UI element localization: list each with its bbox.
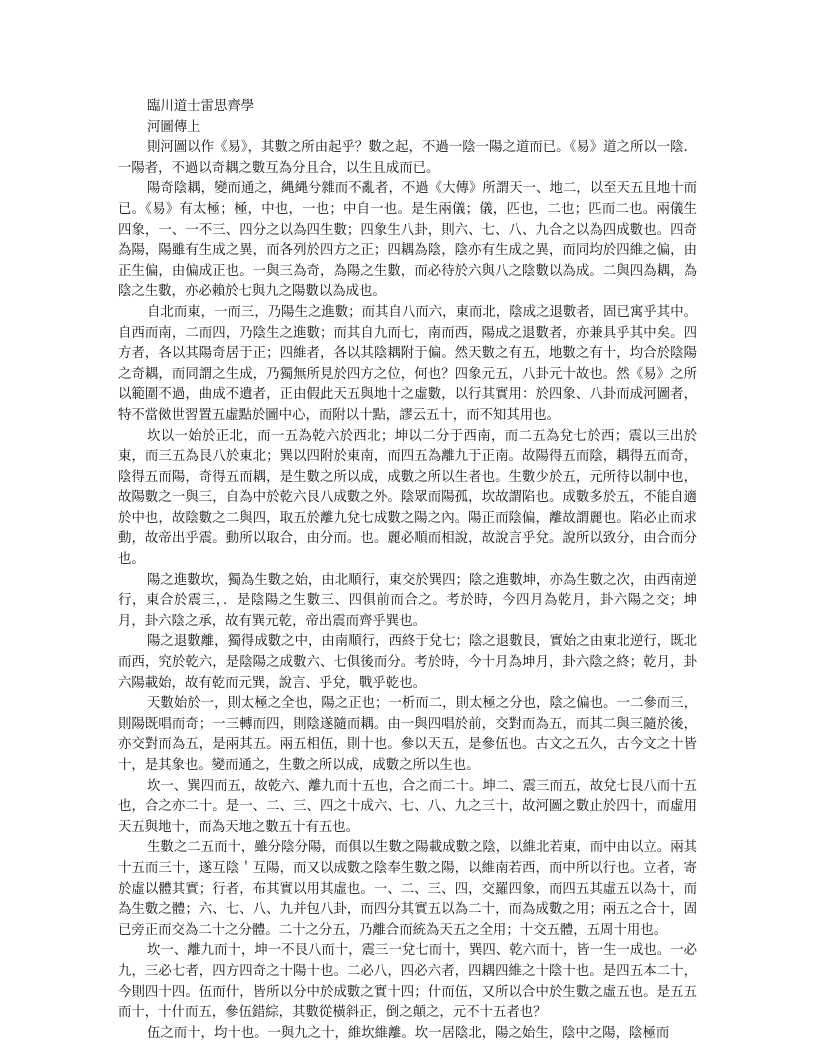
paragraph-4: 坎以一始於正北，而一五為乾六於西北；坤以二分于西南，而二五為兌七於西；震以三出於東，而三五為艮八於東北；巽以四附於東南，而四五為離九于正南。故陽得五而陰，耦得五而奇，陰得五而陽，奇得五而耦，是生數之所以成，成數之所以生者也。生數少於五，元所待以制中也，故陽數之一與三，自為中於乾六艮八成數之外。陰眾而陽孤，坎故謂陷也。成數多於五，不能自適於中也，故陰數之二與四，取五於離九兌七成數之陽之內。陽正而陰偏，離故謂麗也。陷必止而求動，故帝出乎震。動所以取合，由分而。也。麗必順而相說，故說言乎兌。說所以致分，由合而分也。: [118, 428, 697, 568]
author-line: 臨川道士雷思齊學: [147, 99, 255, 114]
paragraph-10: 坎一、離九而十，坤一不艮八而十，震三一兌七而十，巽四、乾六而十，皆一生一成也。一必九，三必七者，四方四奇之十陽十也。二必八，四必六者，四耦四維之十陰十也。是四五本二十，今則四十四。伍而什，皆所以分中於成數之實十四；什而伍，又所以合中於生數之虛五也。是五五而十，十什而五，參伍錯綜，其數從橫斜正，倒之顛之，元不十五者也？: [118, 943, 697, 1021]
paragraph-5: 陽之進數坎，獨為生數之始，由北順行，東交於巽四；陰之進數坤，亦為生數之次，由西南逆行，東合於震三，．是陰陽之生數三、四俱前而合之。考於時，今四月為乾月，卦六陽之交；坤月，卦六陰之承，故有巽元乾，帝出震而齊乎巽也。: [118, 572, 697, 629]
section-title: 河圖傳上: [147, 119, 201, 135]
paragraph-9: 生數之二五而十，雖分陰分陽，而俱以生數之陽載成數之陰，以維北若東，而中由以立。兩其十五而三十，遂互陰＇互陽，而又以成數之陰奉生數之陽，以維南若西，而中所以行也。立者，寄於虛以體其實；行者，布其實以用其虛也。一、二、三、四，交羅四象，而四五其虛五以為十，而為生數之體；六、七、八、九并包八卦，而四分其實五以為二十，而為成數之用；兩五之合十，固已旁正而交為二十之分體。二十之分五，乃離合而統為天五之全用；十交五體，五周十用也。: [118, 840, 697, 938]
paragraph-7: 天數始於一，則太極之全也，陽之正也；一析而二，則太極之分也，陰之偏也。一二參而三，則陽既唱而奇；一三轉而四，則陰遂隨而耦。由一與四唱於前，交對而為五，而其二與三隨於後，亦交對而為五，是兩其五。兩五相伍，則十也。參以天五，是參伍也。古文之五久，古今文之十皆十，是其象也。變而通之，生數之所以成，成數之所以生也。: [118, 696, 697, 773]
paragraph-6: 陽之退數離，獨得成數之中，由南順行，西終于兌七；陰之退數艮，實始之由東北逆行，既北而西，究於乾六，是陰陽之成數六、七俱後而分。考於時，今十月為坤月，卦六陰之終；乾月，卦六陽載始，故有乾而元巽，說言、乎兌，戰乎乾也。: [118, 634, 697, 691]
paragraph-1: 則河圖以作《易》，其數之所由起乎？數之起，不過一陰一陽之道而已。《易》道之所以一陰．一陽者，不過以奇耦之數互為分且合，以生且成而已。: [118, 140, 697, 176]
paragraph-3: 自北而東，一而三，乃陽生之進數；而其自八而六，東而北，陰成之退數者，固已寓乎其中。自西而南，二而四，乃陰生之進數；而其自九而七，南而西，陽成之退數者，亦兼具乎其中矣。四方者，各以其陽奇居于正；四維者，各以其陰耦附于偏。然天數之有五，地數之有十，均合於陰陽之奇耦，而同謂之生成，乃獨無所見於四方之位，何也？四象元五，八卦元十故也。然《易》之所以範圍不過，曲成不遺者，正由假此天五與地十之虛數，以行其實用：於四象、八卦而成河圖者，特不當傚世習置五虛點於圖中心，而附以十點，謬云五十，而不知其用也。: [118, 304, 697, 423]
document-page: [118, 97, 697, 1044]
paragraph-8: 坎一、巽四而五，故乾六、離九而十五也，合之而二十。坤二、震三而五，故兌七艮八而十五也，合之亦二十。是一、二、三、四之十成六、七、八、九之三十，故河圖之數止於四十，而虛用天五與地十，而為天地之數五十有五也。: [118, 778, 697, 835]
paragraph-11: 伍之而十，均十也。一與九之十，維坎維離。坎一居陰北，陽之始生，陰中之陽，陰極而: [147, 1025, 670, 1041]
paragraph-2: 陽奇陰耦，變而通之，縄縄兮雜而不亂者，不過《大傳》所謂天一、地二，以至天五且地十而已。《易》有太極；極，中也，一也；中自一也。是生兩儀；儀，匹也，二也；匹而二也。兩儀生四象，一、一不三、四分之以為四生數；四象生八卦，則六、七、八、九合之以為四成數也。四奇為陽，陽雖有生成之異，而各列於四方之正；四耦為陰，陰亦有生成之異，而同均於四維之偏，由正生偏，由偏成正也。一與三為奇，為陽之生數，而必待於六與八之陰數以為成。二與四為耦，為陰之生數，亦必賴於七與九之陽數以為成也。: [118, 181, 697, 300]
